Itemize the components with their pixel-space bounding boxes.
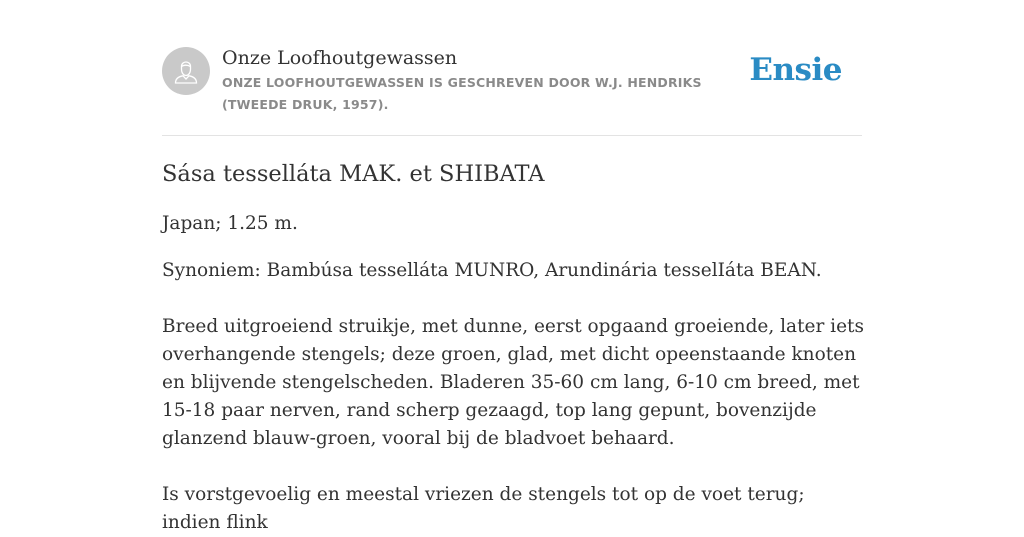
entry-title: Sása tesselláta MAK. et SHIBATA — [162, 161, 545, 187]
entry-description: Breed uitgroeiend struikje, met dunne, eerst opgaand groeiende, later iets overhangende stengels; deze groen, glad, met dicht opeenstaande knoten en blijvende stengelscheden. Bladeren 35-60 cm lang, 6-10 cm breed, met 15-18 paar nerven, rand scherp gezaagd, top lang gepunt, bovenzijde glanzend blauw-groen, vooral bij de bladvoet behaard. — [162, 316, 864, 449]
entry-synonym: Synoniem: Bambúsa tesselláta MUNRO, Arundinária tesselIáta BEAN. — [162, 260, 822, 281]
source-description: ONZE LOOFHOUTGEWASSEN IS GESCHREVEN DOOR W.J. HENDRIKS (TWEEDE DRUK, 1957). — [222, 75, 702, 112]
entry-content — [162, 158, 864, 537]
entry-note: Is vorstgevoelig en meestal vriezen de stengels tot op de voet terug; indien flink — [162, 484, 805, 533]
source-header — [162, 46, 862, 136]
avatar[interactable] — [162, 47, 210, 95]
source-title[interactable]: Onze Loofhoutgewassen — [222, 47, 458, 69]
user-icon — [162, 47, 210, 95]
ensie-logo[interactable]: Ensie — [749, 52, 842, 88]
entry-origin: Japan; 1.25 m. — [162, 213, 298, 234]
